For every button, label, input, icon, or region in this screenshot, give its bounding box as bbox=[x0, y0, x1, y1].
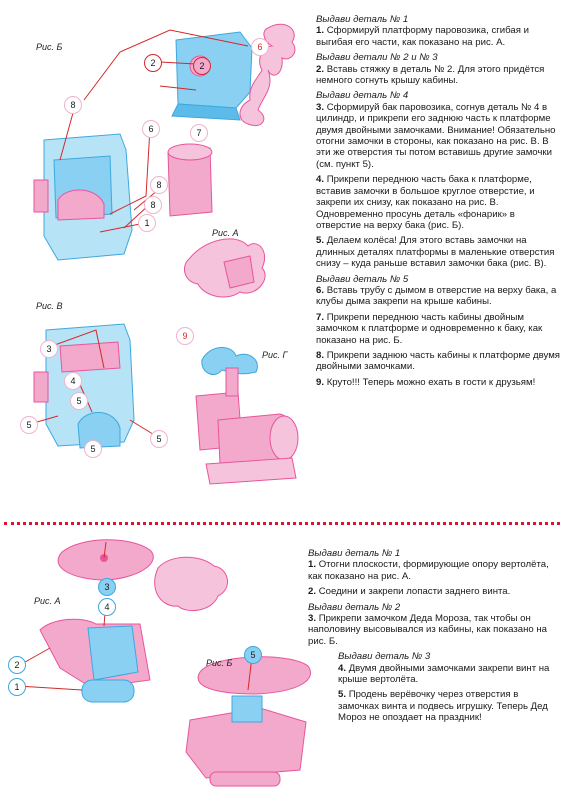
step-4: 4. Прикрепи переднюю часть бака к платформе, вставив замочки в большое круглое отверстие, и закрепи их снизу, как показано на рис. В. Одновременно просунь деталь «фонарик» в отверстие на верху бака (рис. Б). bbox=[316, 174, 535, 231]
helicopter-instructions bbox=[308, 548, 560, 728]
callout-top-9: 1 bbox=[138, 214, 156, 232]
step-5: 5. Делаем колёса! Для этого вставь замочки на длинных деталях платформы в маленькие отверстия снизу – куда раньше вставил замочки бака (рис. В). bbox=[316, 235, 555, 270]
step-6-head: Выдави деталь № 5 bbox=[316, 273, 409, 285]
callout-bot-1: 3 bbox=[98, 578, 116, 596]
figure-label-a-top: Рис. А bbox=[212, 228, 239, 238]
heli-step-3-head: Выдави деталь № 2 bbox=[308, 601, 401, 613]
train-platform-drawing bbox=[34, 134, 132, 260]
step-1-head: Выдави деталь № 1 bbox=[316, 14, 409, 25]
heli-step-4: 4. Двумя двойными замочками закрепи винт на крыше вертолёта. bbox=[338, 662, 550, 686]
step-2: 2. Вставь стяжку в деталь № 2. Для этого придётся немного согнуть крышу кабины. bbox=[316, 63, 545, 87]
heli-step-1: 1. Отогни плоскости, формирующие опору вертолёта, как показано на рис. А. bbox=[308, 559, 549, 582]
figure-label-v-mid: Рис. В bbox=[36, 301, 63, 311]
step-3-head: Выдави деталь № 4 bbox=[316, 90, 409, 102]
callout-top-7: 8 bbox=[150, 176, 168, 194]
step-2-head: Выдави детали № 2 и № 3 bbox=[316, 52, 438, 64]
heli-step-2: 2. Соедини и закрепи лопасти заднего винта. bbox=[308, 586, 511, 598]
figure-label-a-bottom: Рис. А bbox=[34, 596, 61, 606]
helicopter-finished-drawing bbox=[186, 657, 311, 786]
train-base-drawing bbox=[184, 239, 265, 297]
callout-top-1: 6 bbox=[251, 38, 269, 56]
callout-mid-6: 5 bbox=[84, 440, 102, 458]
callout-mid-3: 4 bbox=[64, 372, 82, 390]
callout-bot-2: 4 bbox=[98, 598, 116, 616]
step-7: 7. Прикрепи переднюю часть кабины двойным замочком к платформе и одновременно к баку, как показано на рис. Б. bbox=[316, 311, 543, 346]
section-divider bbox=[4, 522, 560, 525]
callout-mid-1: 9 bbox=[176, 327, 194, 345]
callout-mid-4: 5 bbox=[70, 392, 88, 410]
step-9: 9. Круто!!! Теперь можно ехать в гости к друзьям! bbox=[316, 376, 536, 388]
heli-step-3: 3. Прикрепи замочком Деда Мороза, так чтобы он наполовину высовывался из кабины, как показано на рис. Б. bbox=[308, 613, 548, 647]
callout-top-4: 8 bbox=[64, 96, 82, 114]
train-instructions bbox=[316, 14, 560, 392]
callout-bot-3: 2 bbox=[8, 656, 26, 674]
callout-top-5: 6 bbox=[142, 120, 160, 138]
train-boiler-drawing bbox=[168, 144, 212, 216]
step-8: 8. Прикрепи заднюю часть кабины к платформе двумя двойными замочками. bbox=[316, 349, 560, 373]
callout-bot-4: 1 bbox=[8, 678, 26, 696]
callout-mid-7: 5 bbox=[150, 430, 168, 448]
finished-train-drawing bbox=[196, 347, 298, 484]
step-6: 6. Вставь трубу с дымом в отверстие на верху бака, а клубы дыма закрепи на крыше кабины. bbox=[316, 284, 557, 308]
callout-top-3: 2 bbox=[193, 57, 211, 75]
callout-top-8: 8 bbox=[144, 196, 162, 214]
callout-bot-5: 5 bbox=[244, 646, 262, 664]
callout-top-6: 7 bbox=[190, 124, 208, 142]
step-1: 1. Сформируй платформу паровозика, сгибая и выгибая его части, как показано на рис. А. bbox=[316, 25, 529, 48]
figure-label-b-bottom: Рис. Б bbox=[206, 658, 233, 668]
callout-mid-5: 5 bbox=[20, 416, 38, 434]
heli-step-4-head: Выдави деталь № 3 bbox=[338, 651, 431, 663]
callout-top-2: 2 bbox=[144, 54, 162, 72]
callout-mid-2: 3 bbox=[40, 340, 58, 358]
step-3: 3. Сформируй бак паровозика, согнув деталь № 4 в цилиндр, и прикрепи его заднюю часть к платформе двумя двойными замочками. Внимание! Обязательно отогни замочки в стороны, как показано на рис. В. В эти же отверстия ты потом вставишь другие замочки (см. пункт 5). bbox=[316, 101, 556, 170]
figure-label-g-mid: Рис. Г bbox=[262, 350, 288, 360]
train-cabin-drawing bbox=[172, 32, 252, 120]
heli-step-5: 5. Продень верёвочку через отверстия в замочках винта и подвесь игрушку. Теперь Дед Мороз не опоздает на праздник! bbox=[338, 689, 548, 724]
heli-step-1-head: Выдави деталь № 1 bbox=[308, 548, 401, 559]
figure-label-b-top: Рис. Б bbox=[36, 42, 63, 52]
